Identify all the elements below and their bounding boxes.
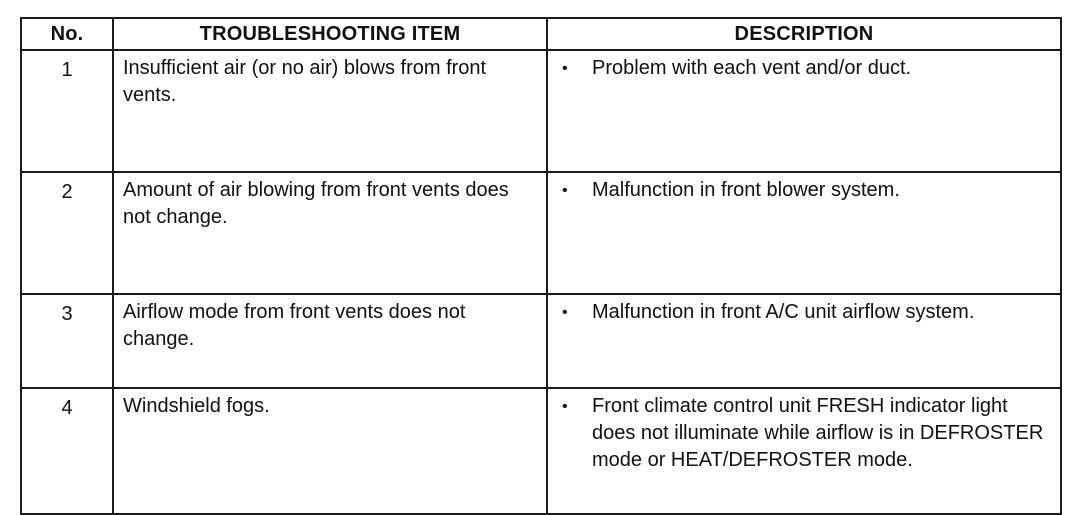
bullet-icon: • bbox=[562, 182, 568, 199]
bullet-icon: • bbox=[562, 398, 568, 415]
header-description: DESCRIPTION bbox=[547, 18, 1061, 50]
troubleshooting-table bbox=[20, 17, 1062, 515]
table-row bbox=[21, 50, 1061, 172]
description-text: Front climate control unit FRESH indicator light does not illuminate while airflow is in DEFROSTER mode or HEAT/DEFROSTER mode. bbox=[592, 395, 1044, 471]
description-text: Problem with each vent and/or duct. bbox=[592, 57, 912, 79]
bullet-icon: • bbox=[562, 60, 568, 77]
table-row bbox=[21, 172, 1061, 294]
bullet-icon: • bbox=[562, 304, 568, 321]
bullet-item bbox=[562, 299, 1052, 326]
troubleshooting-item: Amount of air blowing from front vents does not change. bbox=[113, 172, 547, 294]
row-number: 4 bbox=[21, 388, 113, 514]
table-row bbox=[21, 294, 1061, 388]
description-cell bbox=[547, 294, 1061, 388]
bullet-item bbox=[562, 393, 1052, 474]
description-cell bbox=[547, 50, 1061, 172]
description-text: Malfunction in front blower system. bbox=[592, 179, 900, 201]
description-text: Malfunction in front A/C unit airflow system. bbox=[592, 301, 975, 323]
bullet-item bbox=[562, 55, 1052, 82]
table-header-row bbox=[21, 18, 1061, 50]
table-row bbox=[21, 388, 1061, 514]
description-cell bbox=[547, 172, 1061, 294]
troubleshooting-item: Airflow mode from front vents does not change. bbox=[113, 294, 547, 388]
row-number: 2 bbox=[21, 172, 113, 294]
troubleshooting-item: Windshield fogs. bbox=[113, 388, 547, 514]
row-number: 3 bbox=[21, 294, 113, 388]
troubleshooting-item: Insufficient air (or no air) blows from front vents. bbox=[113, 50, 547, 172]
bullet-item bbox=[562, 177, 1052, 204]
description-cell bbox=[547, 388, 1061, 514]
row-number: 1 bbox=[21, 50, 113, 172]
header-troubleshooting-item: TROUBLESHOOTING ITEM bbox=[113, 18, 547, 50]
header-no: No. bbox=[21, 18, 113, 50]
